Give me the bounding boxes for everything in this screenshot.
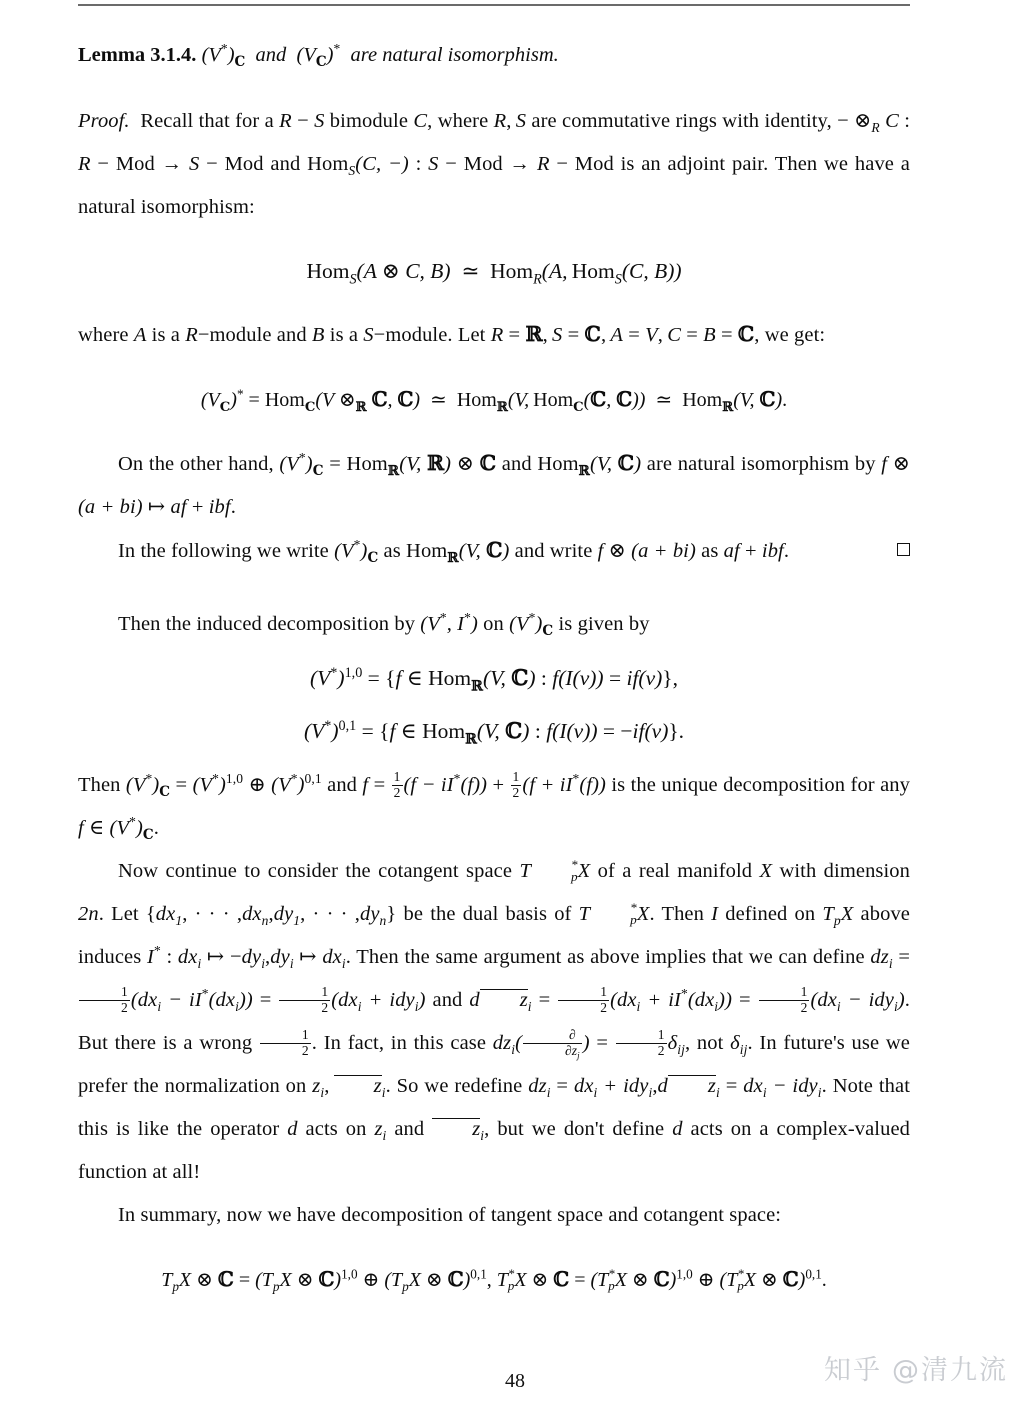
cotangent-paragraph: Now continue to consider the cotangent space T * p X of a real manifold X with dimension 2n. Let {$dx_1$, · · · $,dx_n,dy_1$, · · · $,dy_n$} be the dual basis of T * p X. Then I defined on $T_pX$ above induces I* : $dx_i$ ↦ $-dy_i,dy_i$ ↦ $dx_i$. Then the same argument as above implies that we can define $dz_i$ = $\frac{1}{2}$ $(dx_i - iI^*(dx_i))$ = $\frac{1}{2}$ $(dx_i + idy_i)$ and d $z_i$ = $\frac{1}{2}$ $(dx_i + iI^*(dx_i))$ = $\frac{1}{2}$ $(dx_i - idy_i)$. But there is a wrong $\frac{1}{2}$ . In fact, in this case $dz_i$( $\frac{\partial}{\partial z_j}$ ) = $\frac{1}{2}$ $\delta_{ij}$, not $\delta_{ij}$. In future's use we prefer the normalization on $z_i$, $z_i$. So we redefine $dz_i = dx_i + idy_i,d$ $z_i = dx_i - idy_i$. Note that this is like the operator d acts on $z_i$ and $z_i$, but we don't define d acts on a complex-valued function at all! (78, 856, 911, 1183)
decomposition-paragraph: Then $(V^*)_C = (V^*)^{1,0}$ ⊕ $(V^*)^{0,1}$ and f = $\frac{1}{2}$ (f − iI*(f)) + $\frac{1}{2}$ (f + iI*(f)) is the unique decomposition for any f ∈ $(V^*)_C$. (78, 769, 911, 844)
display-equation-5: $T_pX$ ⊗ ℂ = ($T_pX$ ⊗ ℂ)$^{1,0}$ ⊕ ($T_pX$ ⊗ ℂ)$^{0,1}$, T * p X ⊗ ℂ = (T * p X ⊗ ℂ)$^{1,0}$ ⊕ (T * p X ⊗ ℂ)$^{0,1}$. (161, 1266, 827, 1294)
display-equation-3: $(V^*)^{1,0} = \{f$ ∈ Hom$_ℝ$(V, ℂ) : f(I(v)) = if(v)}, (310, 664, 678, 695)
lemma-body: $(V^*)_C$ and $(V_C)^*$ are natural isomorphism. (201, 41, 559, 71)
display-equation-2: $(V_C)^* = Hom_C(V$ $\otimes_ℝ$ ℂ, ℂ) ≃ Hom$_ℝ$(V, Hom$_C$(ℂ, ℂ)) ≃ Hom$_ℝ$(V, ℂ). (200, 386, 788, 415)
summary-intro: In summary, now we have decomposition of tangent space and cotangent space: (118, 1204, 782, 1226)
proof-p1-text: Recall that for a R − S bimodule C, where R, S are commutative rings with identity, − $\otimes_R$ C : R − Mod → S − Mod and Hom$_S$(C, −) : S − Mod → R − Mod is an adjoint pair. Then we have a natural isomorphism: (78, 110, 910, 218)
lemma-statement (78, 38, 910, 72)
proof-paragraph-4: In the following we write $(V^*)_C$ as Hom$_ℝ$(V, ℂ) and write f ⊗ (a + bi) as af + ibf. (78, 529, 910, 573)
proof-paragraph-3: On the other hand, $(V^*)_C = Hom_ℝ(V$, ℝ) ⊗ ℂ and Hom$_ℝ$(V, ℂ) are natural isomorphism by f ⊗ (a + bi) ↦ af + ibf. (78, 450, 910, 518)
proof-paragraph-2: where A is a R−module and B is a S−module. Let R = ℝ, S = ℂ, A = V, C = B = ℂ, we get: (78, 322, 826, 346)
proof-paragraph-1 (78, 100, 910, 229)
header-rule (78, 4, 910, 6)
lemma-label: Lemma 3.1.4. (78, 44, 197, 66)
display-equation-4: $(V^*)^{0,1} = \{f$ ∈ Hom$_ℝ$(V, ℂ) : f(I(v)) = −if(v)}. (303, 717, 685, 748)
decomposition-intro: Then the induced decomposition by (V*, I*) on $(V^*)_C$ is given by (118, 610, 650, 640)
page-body (78, 38, 910, 1300)
proof-keyword: Proof. (78, 110, 130, 132)
watermark-site: 知乎 (824, 1355, 882, 1386)
page-number: 48 (505, 1370, 525, 1392)
qed-box (897, 543, 910, 556)
watermark-handle: @清九流 (892, 1355, 1008, 1386)
display-equation-1: Hom$_S$(A ⊗ C, B) ≃ Hom$_R$(A, Hom$_S$(C, B)) (306, 259, 682, 288)
